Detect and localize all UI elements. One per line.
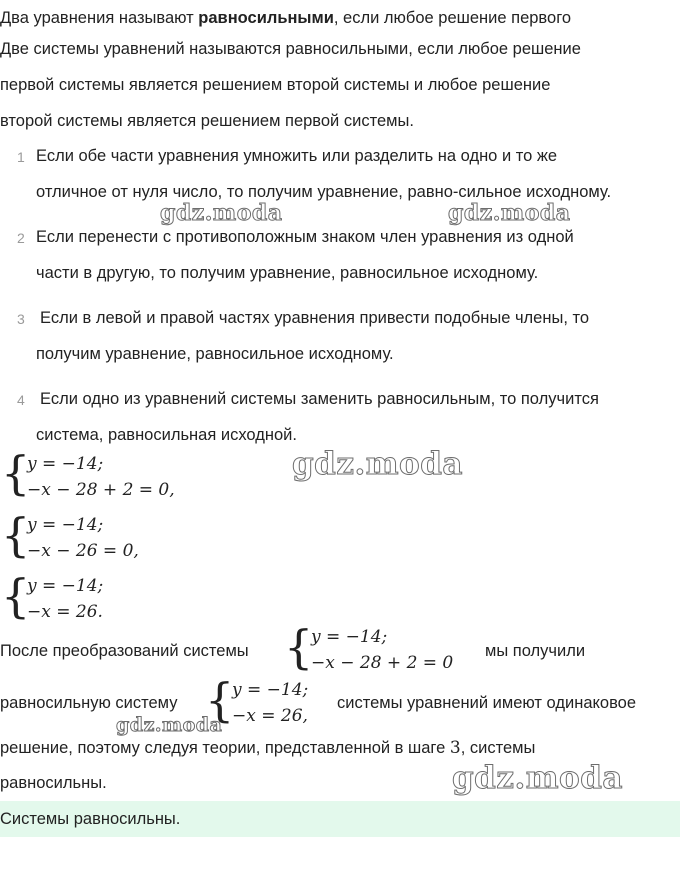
- conclusion-p3: [0, 738, 535, 758]
- definition-line-2: первой системы является решением второй системы и любое решение: [0, 76, 551, 94]
- conclusion-system-b-eq-2: −x = 26,: [232, 706, 308, 726]
- conclusion-p3-step-number: 3: [449, 738, 461, 758]
- rule-3-number: 3: [17, 311, 25, 327]
- definition-line-1: Две системы уравнений называются равносильными, если любое решение: [0, 40, 581, 58]
- answer-text: Системы равносильны.: [0, 810, 181, 828]
- conclusion-system-a-brace: {: [284, 620, 314, 674]
- system-2-eq-1: y = −14;: [27, 515, 104, 535]
- conclusion-system-b-eq-1: y = −14;: [232, 680, 309, 700]
- system-1-eq-1: y = −14;: [27, 454, 104, 474]
- conclusion-p3-before: решение, поэтому следуя теории, представленной в шаге: [0, 739, 446, 757]
- watermark-5: gdz.moda: [452, 760, 623, 796]
- system-3-brace: {: [1, 569, 31, 623]
- conclusion-p1-after: мы получили: [485, 642, 586, 660]
- system-1-eq-2: −x − 28 + 2 = 0,: [27, 480, 175, 500]
- rule-4-number: 4: [17, 392, 25, 408]
- conclusion-p2-before: равносильную систему: [0, 694, 178, 712]
- rule-1-line-1: Если обе части уравнения умножить или разделить на одно и то же: [36, 147, 558, 165]
- rule-1-number: 1: [17, 149, 25, 165]
- system-1-brace: {: [1, 446, 31, 500]
- rule-1-line-2: отличное от нуля число, то получим уравнение, равно-сильное исходному.: [36, 183, 612, 201]
- system-2-brace: {: [1, 508, 31, 562]
- intro-line: [0, 9, 571, 28]
- intro-prefix: Два уравнения называют: [0, 9, 194, 27]
- rule-4-line-2: система, равносильная исходной.: [36, 426, 297, 444]
- system-3-eq-1: y = −14;: [27, 576, 104, 596]
- watermark-1: gdz.moda: [160, 200, 283, 226]
- intro-suffix: , если любое решение первого: [333, 9, 572, 27]
- definition-line-3: второй системы является решением первой системы.: [0, 112, 414, 130]
- rule-4-line-1: Если одно из уравнений системы заменить равносильным, то получится: [40, 390, 599, 408]
- conclusion-system-a-eq-2: −x − 28 + 2 = 0: [311, 653, 454, 673]
- conclusion-p1-before: После преобразований системы: [0, 642, 249, 660]
- watermark-3: gdz.moda: [292, 446, 463, 482]
- system-3-eq-2: −x = 26.: [27, 602, 103, 622]
- rule-2-line-2: части в другую, то получим уравнение, равносильное исходному.: [36, 264, 539, 282]
- rule-3-line-2: получим уравнение, равносильное исходному.: [36, 345, 394, 363]
- watermark-2: gdz.moda: [448, 200, 571, 226]
- intro-bold-term: равносильными: [198, 9, 334, 27]
- rule-2-line-1: Если перенести с противоположным знаком член уравнения из одной: [36, 228, 574, 246]
- system-2-eq-2: −x − 26 = 0,: [27, 541, 139, 561]
- conclusion-p3-after: , системы: [460, 739, 536, 757]
- conclusion-system-b-brace: {: [205, 673, 235, 727]
- conclusion-p4: равносильны.: [0, 774, 107, 792]
- conclusion-system-a-eq-1: y = −14;: [311, 627, 388, 647]
- watermark-4: gdz.moda: [116, 714, 223, 736]
- answer-box: [0, 801, 680, 837]
- conclusion-p2-after: системы уравнений имеют одинаковое: [337, 694, 637, 712]
- rule-2-number: 2: [17, 230, 25, 246]
- rule-3-line-1: Если в левой и правой частях уравнения привести подобные члены, то: [40, 309, 590, 327]
